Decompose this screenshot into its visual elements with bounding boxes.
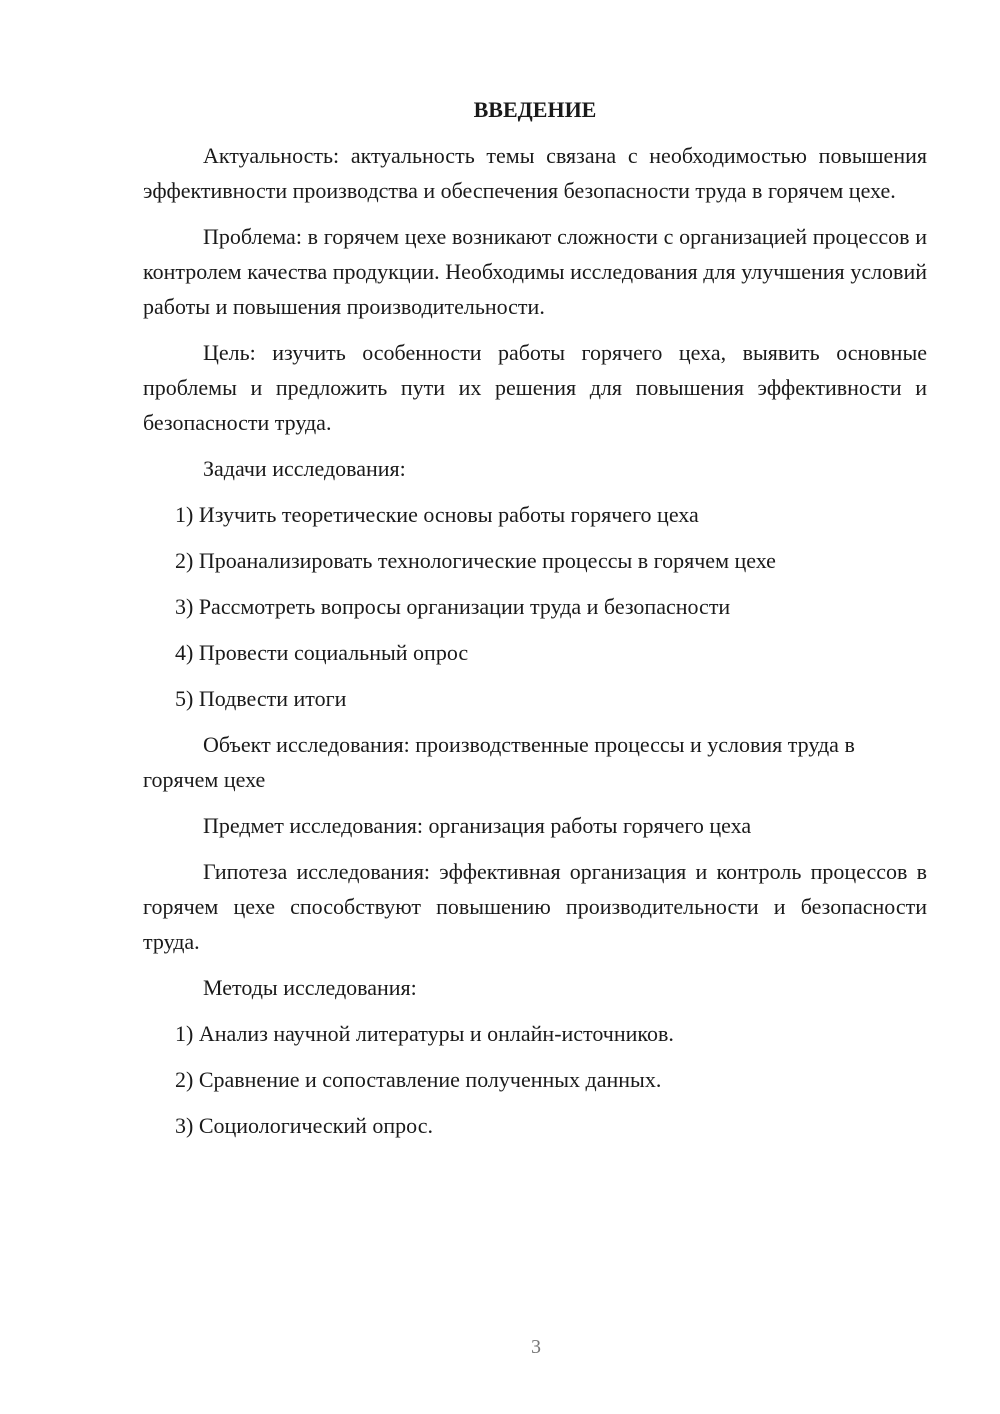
page-number: 3 [531,1336,541,1358]
list-item: 3) Рассмотреть вопросы организации труда и безопасности [175,594,731,619]
object-paragraph: Объект исследования: производственные процессы и условия труда в горячем цехе [143,732,855,792]
problem-paragraph: Проблема: в горячем цехе возникают сложности с организацией процессов и контролем качества продукции. Необходимы исследования для улучшения условий работы и повышения производительности. [143,224,927,319]
page-content [143,92,927,1154]
list-item: 2) Сравнение и сопоставление полученных данных. [175,1067,662,1092]
subject-paragraph: Предмет исследования: организация работы горячего цеха [203,813,752,838]
methods-heading: Методы исследования: [203,975,417,1000]
tasks-list [143,497,927,716]
methods-list [143,1016,927,1143]
list-item: 4) Провести социальный опрос [175,640,469,665]
list-item: 3) Социологический опрос. [175,1113,433,1138]
list-item: 1) Изучить теоретические основы работы горячего цеха [175,502,699,527]
hypothesis-paragraph: Гипотеза исследования: эффективная организация и контроль процессов в горячем цехе способствуют повышению производительности и безопасности труда. [143,859,927,954]
list-item: 1) Анализ научной литературы и онлайн-источников. [175,1021,674,1046]
list-item: 5) Подвести итоги [175,686,347,711]
goal-paragraph: Цель: изучить особенности работы горячего цеха, выявить основные проблемы и предложить пути их решения для повышения эффективности и безопасности труда. [143,340,927,435]
list-item: 2) Проанализировать технологические процессы в горячем цехе [175,548,776,573]
relevance-paragraph: Актуальность: актуальность темы связана с необходимостью повышения эффективности производства и обеспечения безопасности труда в горячем цехе. [143,143,927,203]
tasks-heading: Задачи исследования: [203,456,406,481]
page-title: ВВЕДЕНИЕ [473,97,597,122]
